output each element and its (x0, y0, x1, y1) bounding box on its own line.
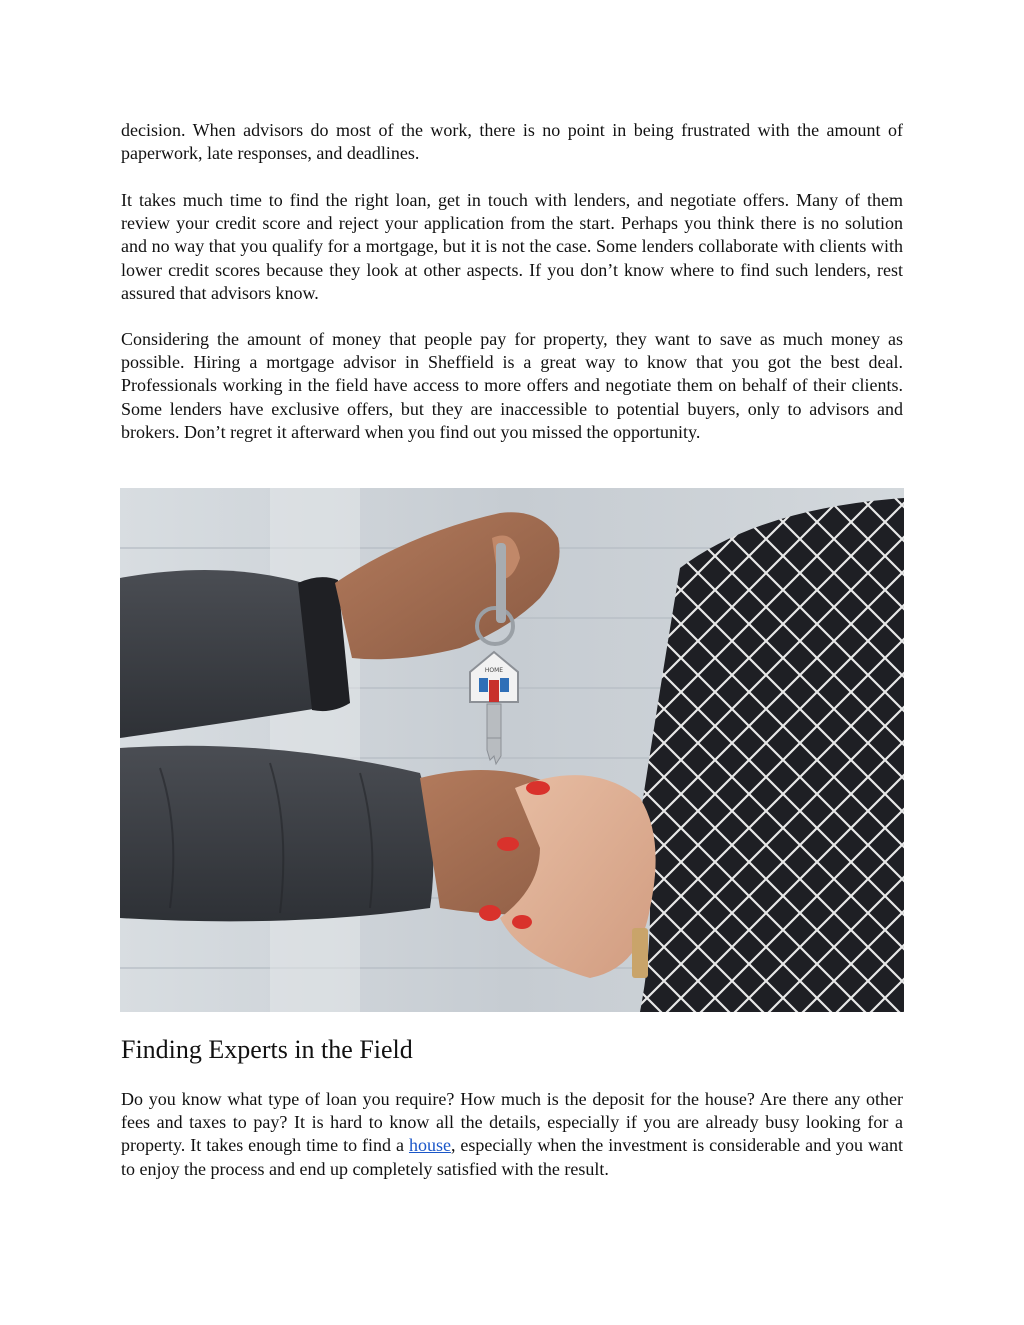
paragraph-2: It takes much time to find the right loan, get in touch with lenders, and negotiate offers. Many of them review your credit score and reject your application from the start. Perhaps you think there is no solution and no way that you qualify for a mortgage, but it is not the case. Some lenders collaborate with clients with lower credit scores because they look at other aspects. If you don’t know where to find such lenders, rest assured that advisors know. (121, 190, 903, 303)
house-link[interactable]: house (408, 1135, 451, 1156)
paragraph-4-text-end: , especially when the investment is considerable and you want to enjoy the process and end up completely satisfied with the result. (121, 1135, 904, 1179)
paragraph-4-text-start: Do you know what type of loan you require? How much is the deposit for the house? Are there any other fees and taxes to pay? It is hard to know all the details, especially if you are already busy looking for a property. It takes enough time to find a (121, 1089, 903, 1156)
paragraph-1: decision. When advisors do most of the work, there is no point in being frustrated with the amount of paperwork, late responses, and deadlines. (121, 120, 903, 164)
paragraph-3: Considering the amount of money that people pay for property, they want to save as much money as possible. Hiring a mortgage advisor in Sheffield is a great way to know that you got the best deal. Professionals working in the field have access to more offers and negotiate them on behalf of their clients. Some lenders have exclusive offers, but they are inaccessible to potential buyers, only to advisors and brokers. Don’t regret it afterward when you find out you missed the opportunity. (121, 329, 903, 442)
paragraph-4 (121, 1088, 903, 1181)
keychain-label: HOME (484, 667, 504, 674)
key-handover-photo (120, 488, 904, 1012)
section-heading: Finding Experts in the Field (121, 1035, 413, 1064)
